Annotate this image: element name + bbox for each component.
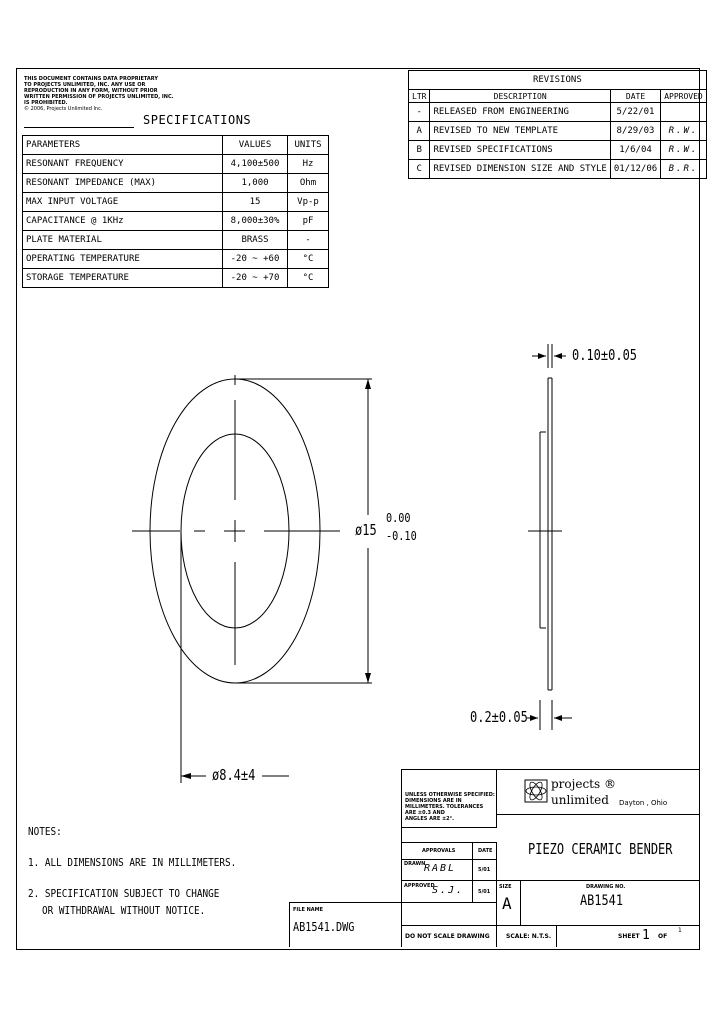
company-name-line2: unlimited [551,793,609,807]
approved-label: APPROVED [404,883,435,889]
spec-unit: pF [288,212,329,231]
thickness-dimension-label: 0.10±0.05 [572,346,638,364]
drawing-number-box [520,880,699,926]
rev-approved: R.W. [661,141,707,160]
tolerance-line: UNLESS OTHERWISE SPECIFIED: [405,792,495,798]
approved-row [402,880,497,903]
spec-unit: °C [288,269,329,288]
notes-title: NOTES: [28,825,62,838]
scale-label: SCALE: N.T.S. [506,933,552,940]
company-logo-icon [524,779,548,803]
rev-header-approved: APPROVED [661,90,707,103]
note-item: OR WITHDRAWAL WITHOUT NOTICE. [42,904,206,917]
rev-description: REVISED DIMENSION SIZE AND STYLE [430,160,610,179]
rev-approved: B.R. [661,160,707,179]
notice-line: WRITTEN PERMISSION OF PROJECTS UNLIMITED, INC. [24,94,174,100]
notice-line: © 2006, Projects Unlimited Inc. [24,106,103,112]
rev-ltr: B [409,141,430,160]
spec-value: 15 [223,193,288,212]
rev-date: 5/22/01 [610,103,660,122]
rev-ltr: A [409,122,430,141]
approved-by: S.J. [432,885,465,896]
date-label: DATE [478,848,493,854]
rev-date: 1/6/04 [610,141,660,160]
do-not-scale-box [402,925,497,947]
rev-header-ltr: LTR [409,90,430,103]
filename-value: AB1541.DWG [293,920,355,934]
spec-header-parameters: PARAMETERS [23,136,223,155]
spec-value: 8,000±30% [223,212,288,231]
approved-date: 5/01 [478,889,491,895]
drawn-date: 5/01 [478,867,491,873]
sheet-number: 1 [642,928,650,943]
drawn-by: RABL [424,863,457,874]
rev-ltr: C [409,160,430,179]
drawing-no-value: AB1541 [580,893,623,909]
spec-parameter: RESONANT FREQUENCY [23,155,223,174]
rev-header-description: DESCRIPTION [430,90,610,103]
spec-parameter: OPERATING TEMPERATURE [23,250,223,269]
spec-value: 1,000 [223,174,288,193]
spec-parameter: STORAGE TEMPERATURE [23,269,223,288]
size-box [496,880,521,926]
do-not-scale-label: DO NOT SCALE DRAWING [405,933,490,940]
company-name-line1: projects ® [551,777,616,791]
note-item: 2. SPECIFICATION SUBJECT TO CHANGE [28,887,220,900]
company-city: Dayton , Ohio [619,799,668,807]
specifications-title: SPECIFICATIONS [143,113,252,127]
spec-parameter: RESONANT IMPEDANCE (MAX) [23,174,223,193]
rev-ltr: - [409,103,430,122]
tolerance-box [402,770,497,828]
spec-header-values: VALUES [223,136,288,155]
spec-unit: Hz [288,155,329,174]
sheet-of-label: OF [658,933,668,940]
part-title: PIEZO CERAMIC BENDER [528,840,673,858]
tolerance-line: ANGLES ARE ±2°. [405,816,455,822]
sheet-label: SHEET [618,933,640,940]
size-value: A [502,894,512,913]
spec-unit: - [288,231,329,250]
spec-unit: °C [288,250,329,269]
diameter-dimension-label: ø15 [355,521,377,539]
notice-line: THIS DOCUMENT CONTAINS DATA PROPRIETARY [24,76,158,82]
rev-approved: R.W. [661,122,707,141]
diameter-tolerance-upper: 0.00 [386,511,411,525]
spec-header-units: UNITS [288,136,329,155]
side-view [527,344,572,730]
inner-diameter-label: ø8.4±4 [212,766,256,784]
sheet-box [556,925,699,947]
spec-value: 4,100±500 [223,155,288,174]
drawn-row [402,858,497,881]
plate-dimension-label: 0.2±0.05 [470,708,528,726]
note-item: 1. ALL DIMENSIONS ARE IN MILLIMETERS. [28,856,237,869]
rev-date: 01/12/06 [610,160,660,179]
rev-date: 8/29/03 [610,122,660,141]
spec-value: -20 ~ +70 [223,269,288,288]
rev-description: REVISED SPECIFICATIONS [430,141,610,160]
scale-box [496,925,557,947]
company-logo-box [496,770,699,815]
rev-header-date: DATE [610,90,660,103]
notice-line: TO PROJECTS UNLIMITED, INC. ANY USE OR [24,82,146,88]
tolerance-note [405,792,496,822]
title-block [401,769,699,947]
filename-box [289,902,402,947]
centerlines [132,375,340,665]
spec-unit: Ohm [288,174,329,193]
rev-description: REVISED TO NEW TEMPLATE [430,122,610,141]
sheet-total: 1 [678,927,682,934]
drawing-no-label: DRAWING NO. [586,884,626,890]
part-title-box [496,814,699,881]
spec-parameter: PLATE MATERIAL [23,231,223,250]
spec-parameter: CAPACITANCE @ 1KHz [23,212,223,231]
tolerance-line: MILLIMETERS. TOLERANCES ARE ±0.3 AND [405,804,484,816]
spec-unit: Vp-p [288,193,329,212]
tolerance-line: DIMENSIONS ARE IN [405,798,462,804]
drawn-label: DRAWN [404,861,426,867]
notice-line: IS PROHIBITED. [24,100,68,106]
spec-value: BRASS [223,231,288,250]
diameter-tolerance-lower: -0.10 [386,529,417,543]
rev-description: RELEASED FROM ENGINEERING [430,103,610,122]
spec-value: -20 ~ +60 [223,250,288,269]
spec-parameter: MAX INPUT VOLTAGE [23,193,223,212]
revisions-title: REVISIONS [409,71,707,90]
blank-row [402,902,497,926]
filename-label: FILE NAME [293,907,324,913]
approvals-label: APPROVALS [422,848,456,854]
notice-line: REPRODUCTION IN ANY FORM, WITHOUT PRIOR [24,88,158,94]
size-label: SIZE [499,884,512,890]
